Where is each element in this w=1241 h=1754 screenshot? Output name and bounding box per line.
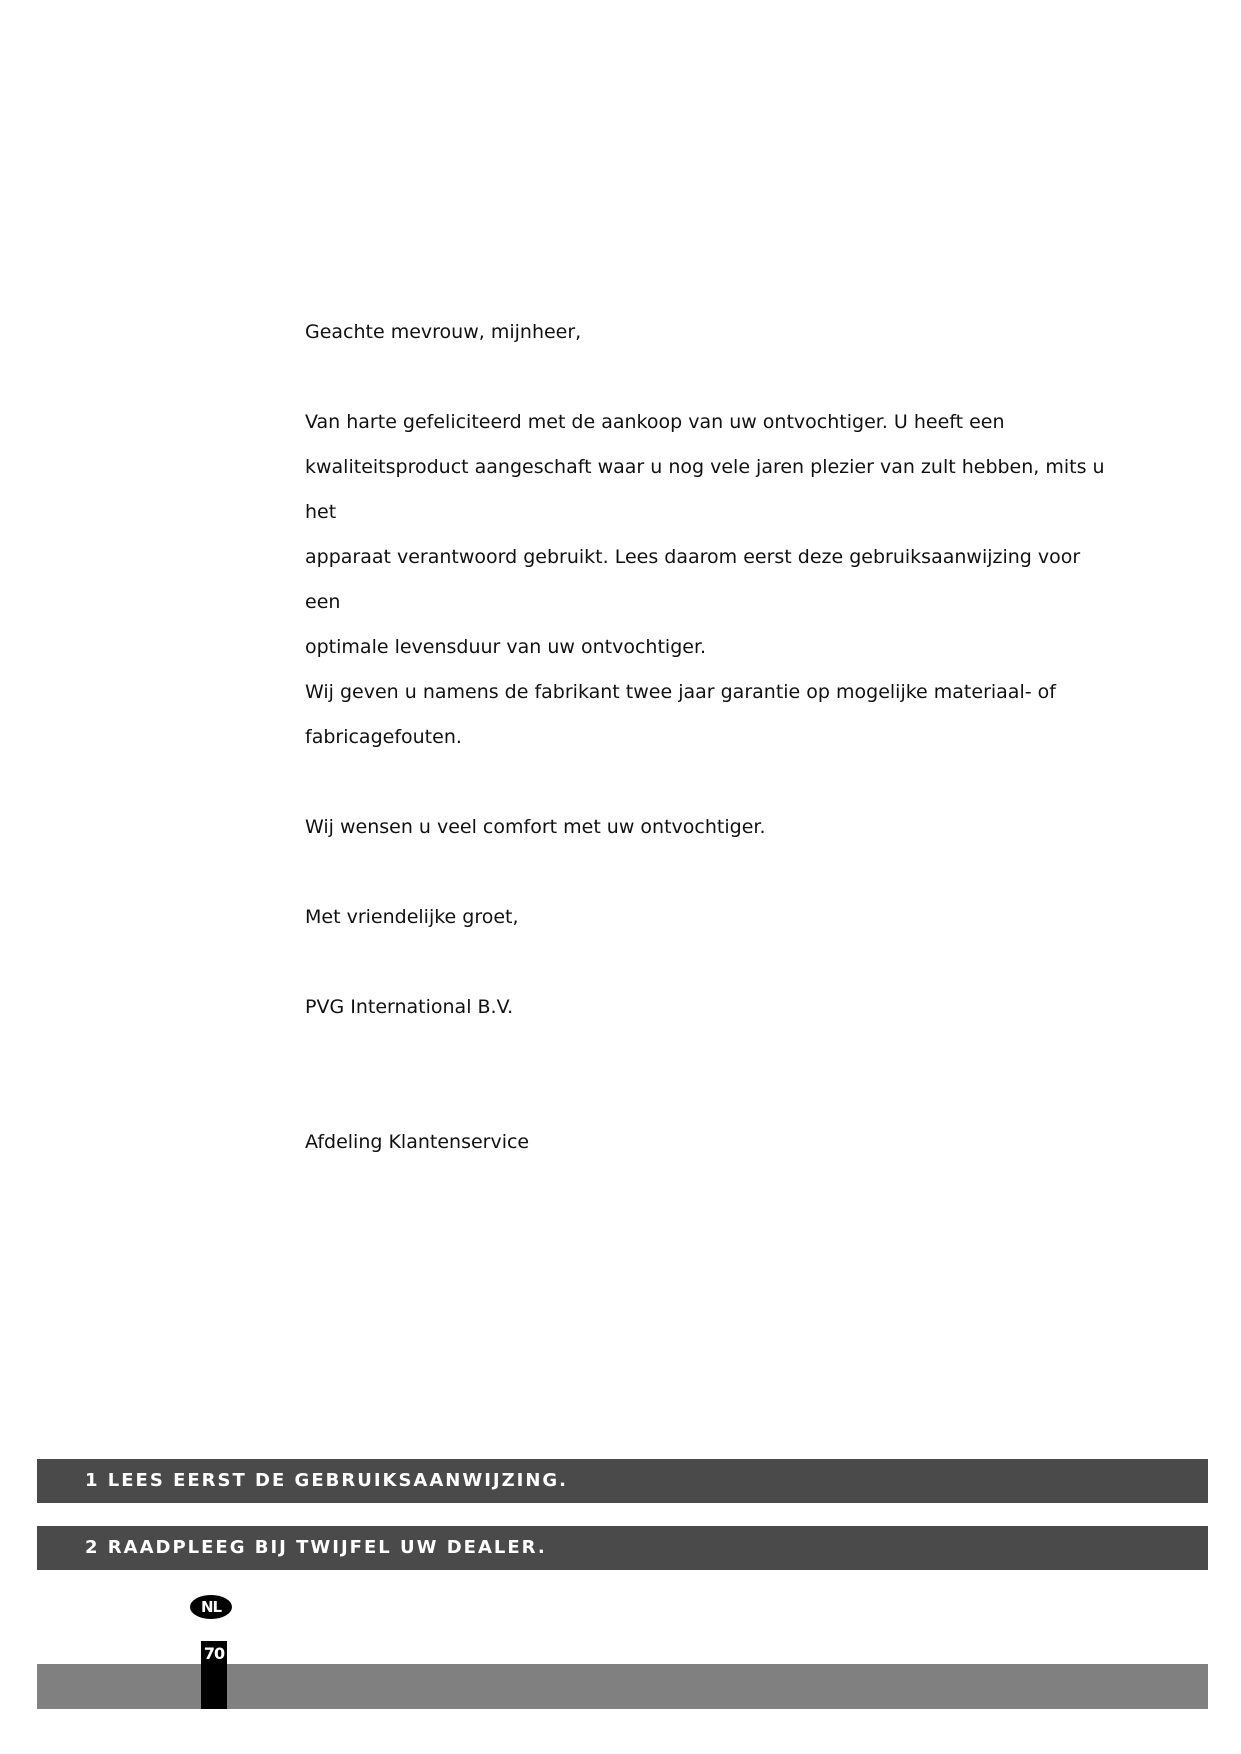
paragraph-line: optimale levensduur van uw ontvochtiger. <box>305 636 707 658</box>
paragraph-line: Wij geven u namens de fabrikant twee jaar garantie op mogelijke materiaal- of <box>305 681 1056 703</box>
spacer <box>305 940 1105 985</box>
instruction-banner-read-manual: 1 LEES EERST DE GEBRUIKSAANWIJZING. <box>37 1459 1208 1503</box>
paragraph-line: apparaat verantwoord gebruikt. Lees daarom eerst deze gebruiksaanwijzing voor een <box>305 546 1081 613</box>
spacer <box>305 355 1105 400</box>
spacer <box>305 760 1105 805</box>
spacer <box>305 1030 1105 1120</box>
spacer <box>305 850 1105 895</box>
company-name: PVG International B.V. <box>305 996 514 1018</box>
language-badge: NL <box>190 1595 232 1619</box>
paragraph-line: Van harte gefeliciteerd met de aankoop van uw ontvochtiger. U heeft een <box>305 411 1005 433</box>
letter-body <box>305 310 1105 1165</box>
closing-line: Met vriendelijke groet, <box>305 906 519 928</box>
department-name: Afdeling Klantenservice <box>305 1131 530 1153</box>
salutation: Geachte mevrouw, mijnheer, <box>305 321 582 343</box>
paragraph-line: kwaliteitsproduct aangeschaft waar u nog vele jaren plezier van zult hebben, mits u het <box>305 456 1105 523</box>
paragraph-line: fabricagefouten. <box>305 726 462 748</box>
instruction-banner-consult-dealer: 2 RAADPLEEG BIJ TWIJFEL UW DEALER. <box>37 1526 1208 1570</box>
wish-line: Wij wensen u veel comfort met uw ontvochtiger. <box>305 816 766 838</box>
page-number: 70 <box>203 1644 225 1663</box>
